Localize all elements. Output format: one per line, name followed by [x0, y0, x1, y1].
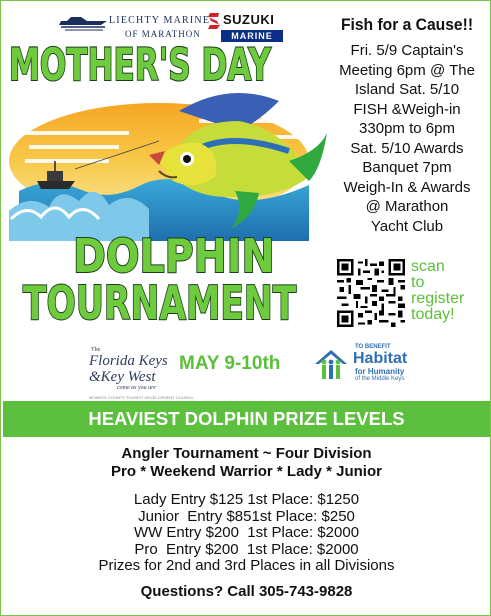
- registration-qr-code[interactable]: [337, 259, 405, 327]
- entry-line: WW Entry $200 1st Place: $2000: [133, 524, 360, 541]
- florida-keys-logo: The Florida Keys &Key West come as you are MONROE COUNTY TOURIST DEVELOPMENT COUNCIL: [89, 347, 194, 400]
- schedule-line: 330pm to 6pm: [359, 120, 455, 137]
- entry-line: Junior Entry $851st Place: $250: [138, 507, 355, 525]
- schedule-line: Fri. 5/9 Captain's: [350, 42, 464, 59]
- title-dolphin: DOLPHIN: [73, 229, 275, 283]
- fish-for-a-cause-heading: Fish for a Cause!!: [340, 15, 474, 34]
- liechty-marine-location: OF MARATHON: [125, 29, 201, 39]
- division-list: Pro * Weekend Warrior * Lady * Junior: [111, 463, 382, 480]
- mahi-sunset-illustration: [9, 81, 329, 241]
- event-schedule: [323, 41, 491, 236]
- habitat-for-humanity-logo: TO BENEFIT Habitat for Humanity of the Middle Keys: [313, 344, 413, 384]
- schedule-line: FISH &Weigh-in: [353, 100, 461, 118]
- liechty-marine-logo: [57, 9, 211, 43]
- entry-line: Prizes for 2nd and 3rd Places in all Divisions: [98, 557, 395, 574]
- entry-fees-list: [1, 492, 491, 575]
- suzuki-marine-bar: MARINE: [221, 30, 283, 42]
- schedule-line: Island Sat. 5/10: [354, 81, 460, 98]
- scan-line: to: [411, 274, 425, 291]
- liechty-marine-name: LIECHTY MARINE: [109, 15, 211, 26]
- suzuki-wordmark: SUZUKI: [223, 12, 275, 27]
- schedule-line: Meeting 6pm @ The: [339, 61, 475, 79]
- title-mothers-day: MOTHER'S DAY: [9, 39, 271, 91]
- schedule-line: Sat. 5/10 Awards: [350, 139, 464, 157]
- suzuki-marine-logo: [207, 12, 283, 42]
- schedule-line: Yacht Club: [370, 217, 444, 235]
- scan-line: register: [411, 290, 465, 307]
- title-tournament: TOURNAMENT: [23, 276, 297, 330]
- scan-to-register-text: [411, 259, 483, 323]
- suzuki-s-icon: [207, 12, 221, 30]
- tournament-dates: MAY 9-10th: [179, 353, 281, 374]
- entry-line: Pro Entry $200 1st Place: $2000: [134, 540, 359, 558]
- division-title: Angler Tournament ~ Four Division: [121, 445, 372, 462]
- entry-line: Lady Entry $125 1st Place: $1250: [133, 491, 360, 508]
- schedule-line: Weigh-In & Awards: [343, 178, 471, 196]
- schedule-line: Banquet 7pm: [362, 159, 452, 176]
- scan-line: today!: [411, 306, 455, 323]
- prize-levels-banner: HEAVIEST DOLPHIN PRIZE LEVELS: [3, 401, 490, 437]
- contact-questions: Questions? Call 305-743-9828: [140, 583, 353, 600]
- scan-line: scan: [411, 258, 445, 275]
- schedule-line: @ Marathon: [365, 198, 449, 215]
- habitat-house-icon: [313, 348, 349, 380]
- boat-icon: [57, 11, 109, 33]
